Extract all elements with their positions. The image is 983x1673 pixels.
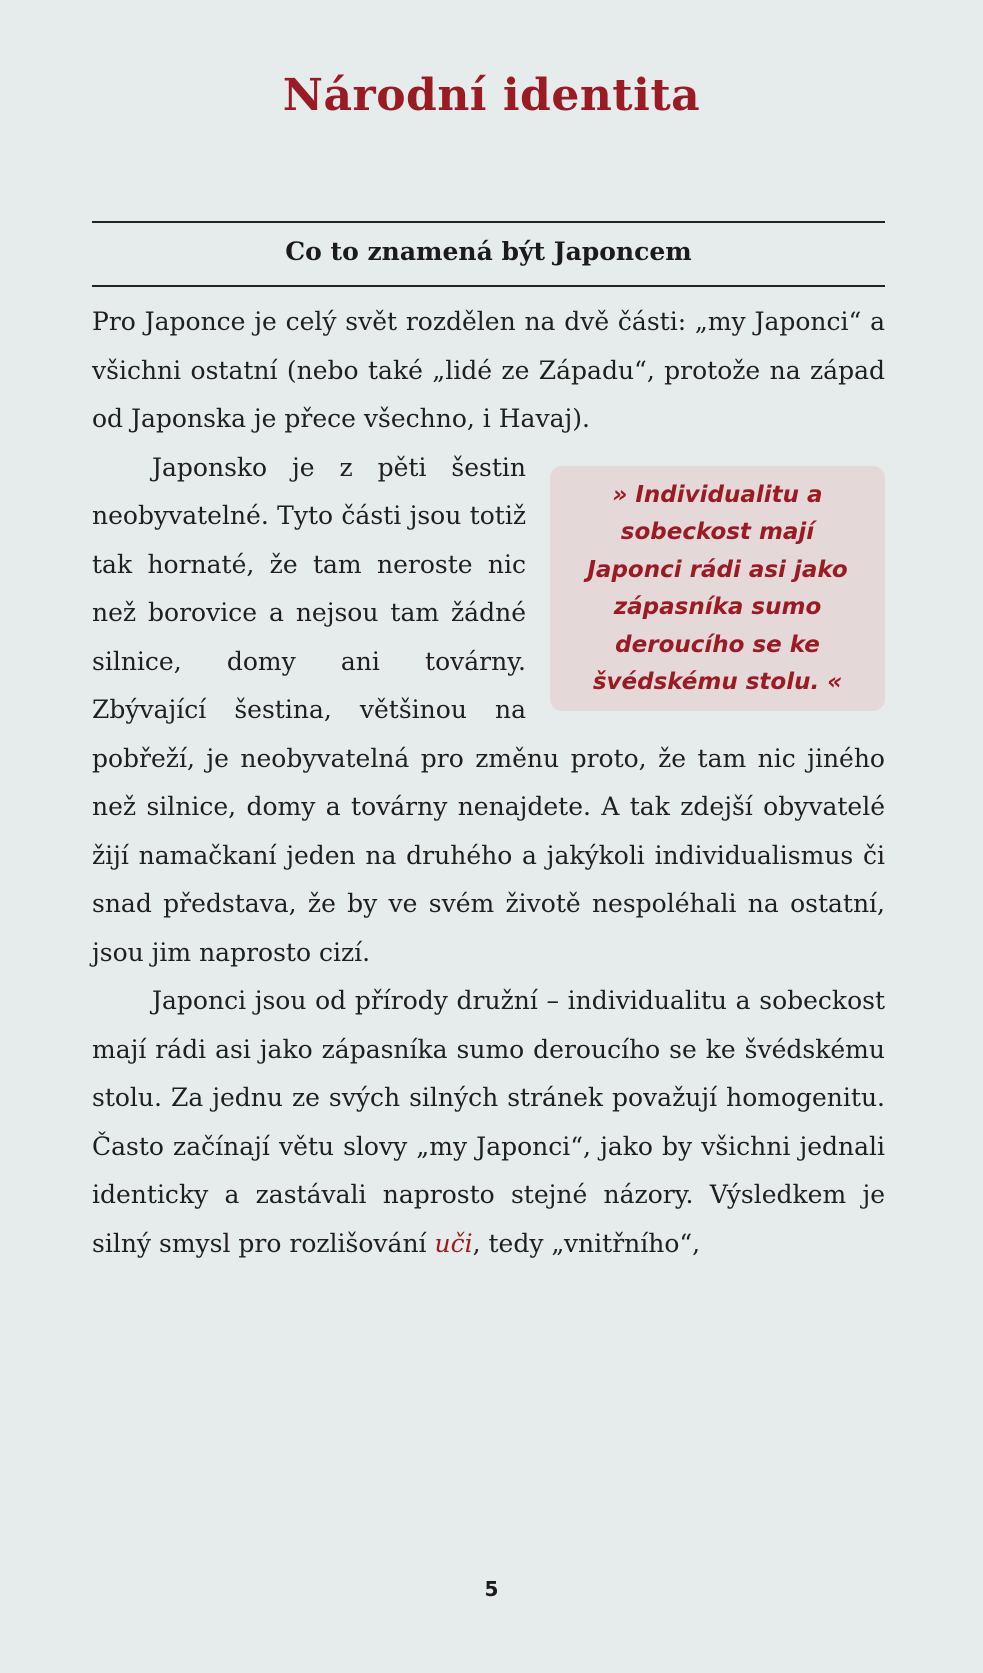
paragraph-2-text: Japonsko je z pěti šestin neobyvatelné. Tyto části jsou totiž tak hornaté, že tam neroste nic než borovice a nejsou tam žádné silnice, domy ani továrny. Zbývající šestina, většinou na pobřeží, je neobyvatelná pro změnu proto, že tam nic jiného než silnice, domy a továrny nenajdete. A tak zdejší obyvatelé žijí namačkaní jeden na druhého a jakýkoli individualismus či snad představa, že by ve svém životě nespoléhali na ostatní, jsou jim naprosto cizí. — [92, 452, 885, 967]
pullquote-line: deroucího se ke — [615, 631, 820, 658]
body-text — [92, 298, 885, 1268]
pullquote-line: » Individualitu a — [612, 481, 823, 508]
paragraph-1: Pro Japonce je celý svět rozdělen na dvě části: „my Japonci“ a všichni ostatní (nebo také „lidé ze Západu“, protože na západ od Japonska je přece všechno, i Havaj). — [92, 307, 885, 433]
page-number: 5 — [484, 1577, 499, 1601]
heading-rule-bottom — [92, 285, 885, 287]
chapter-title: Národní identita — [282, 70, 701, 121]
pullquote-line: švédskému stolu. « — [592, 669, 843, 695]
pullquote-line: sobeckost mají — [620, 519, 815, 545]
japanese-term: uči — [434, 1228, 473, 1258]
paragraph-3-end: , tedy „vnitřního“, — [472, 1228, 701, 1258]
section-heading: Co to znamená být Japoncem — [285, 237, 692, 266]
pullquote-line: zápasníka sumo — [613, 594, 822, 620]
paragraph-3-start: Japonci jsou od přírody družní – individualitu a sobeckost mají rádi asi jako zápasníka sumo deroucího se ke švédskému stolu. Za jednu ze svých silných stránek považují homogenitu. Často začínají větu slovy „my Japonci“, jako by všichni jednali identicky a zastávali naprosto stejné názory. Výsledkem je silný smysl pro rozlišování — [92, 986, 885, 1258]
heading-rule-top — [92, 221, 885, 223]
paragraph-3 — [92, 977, 885, 1268]
pullquote-line: Japonci rádi asi jako — [587, 556, 848, 583]
paragraph-2 — [92, 444, 885, 978]
pullquote-box — [550, 466, 885, 711]
